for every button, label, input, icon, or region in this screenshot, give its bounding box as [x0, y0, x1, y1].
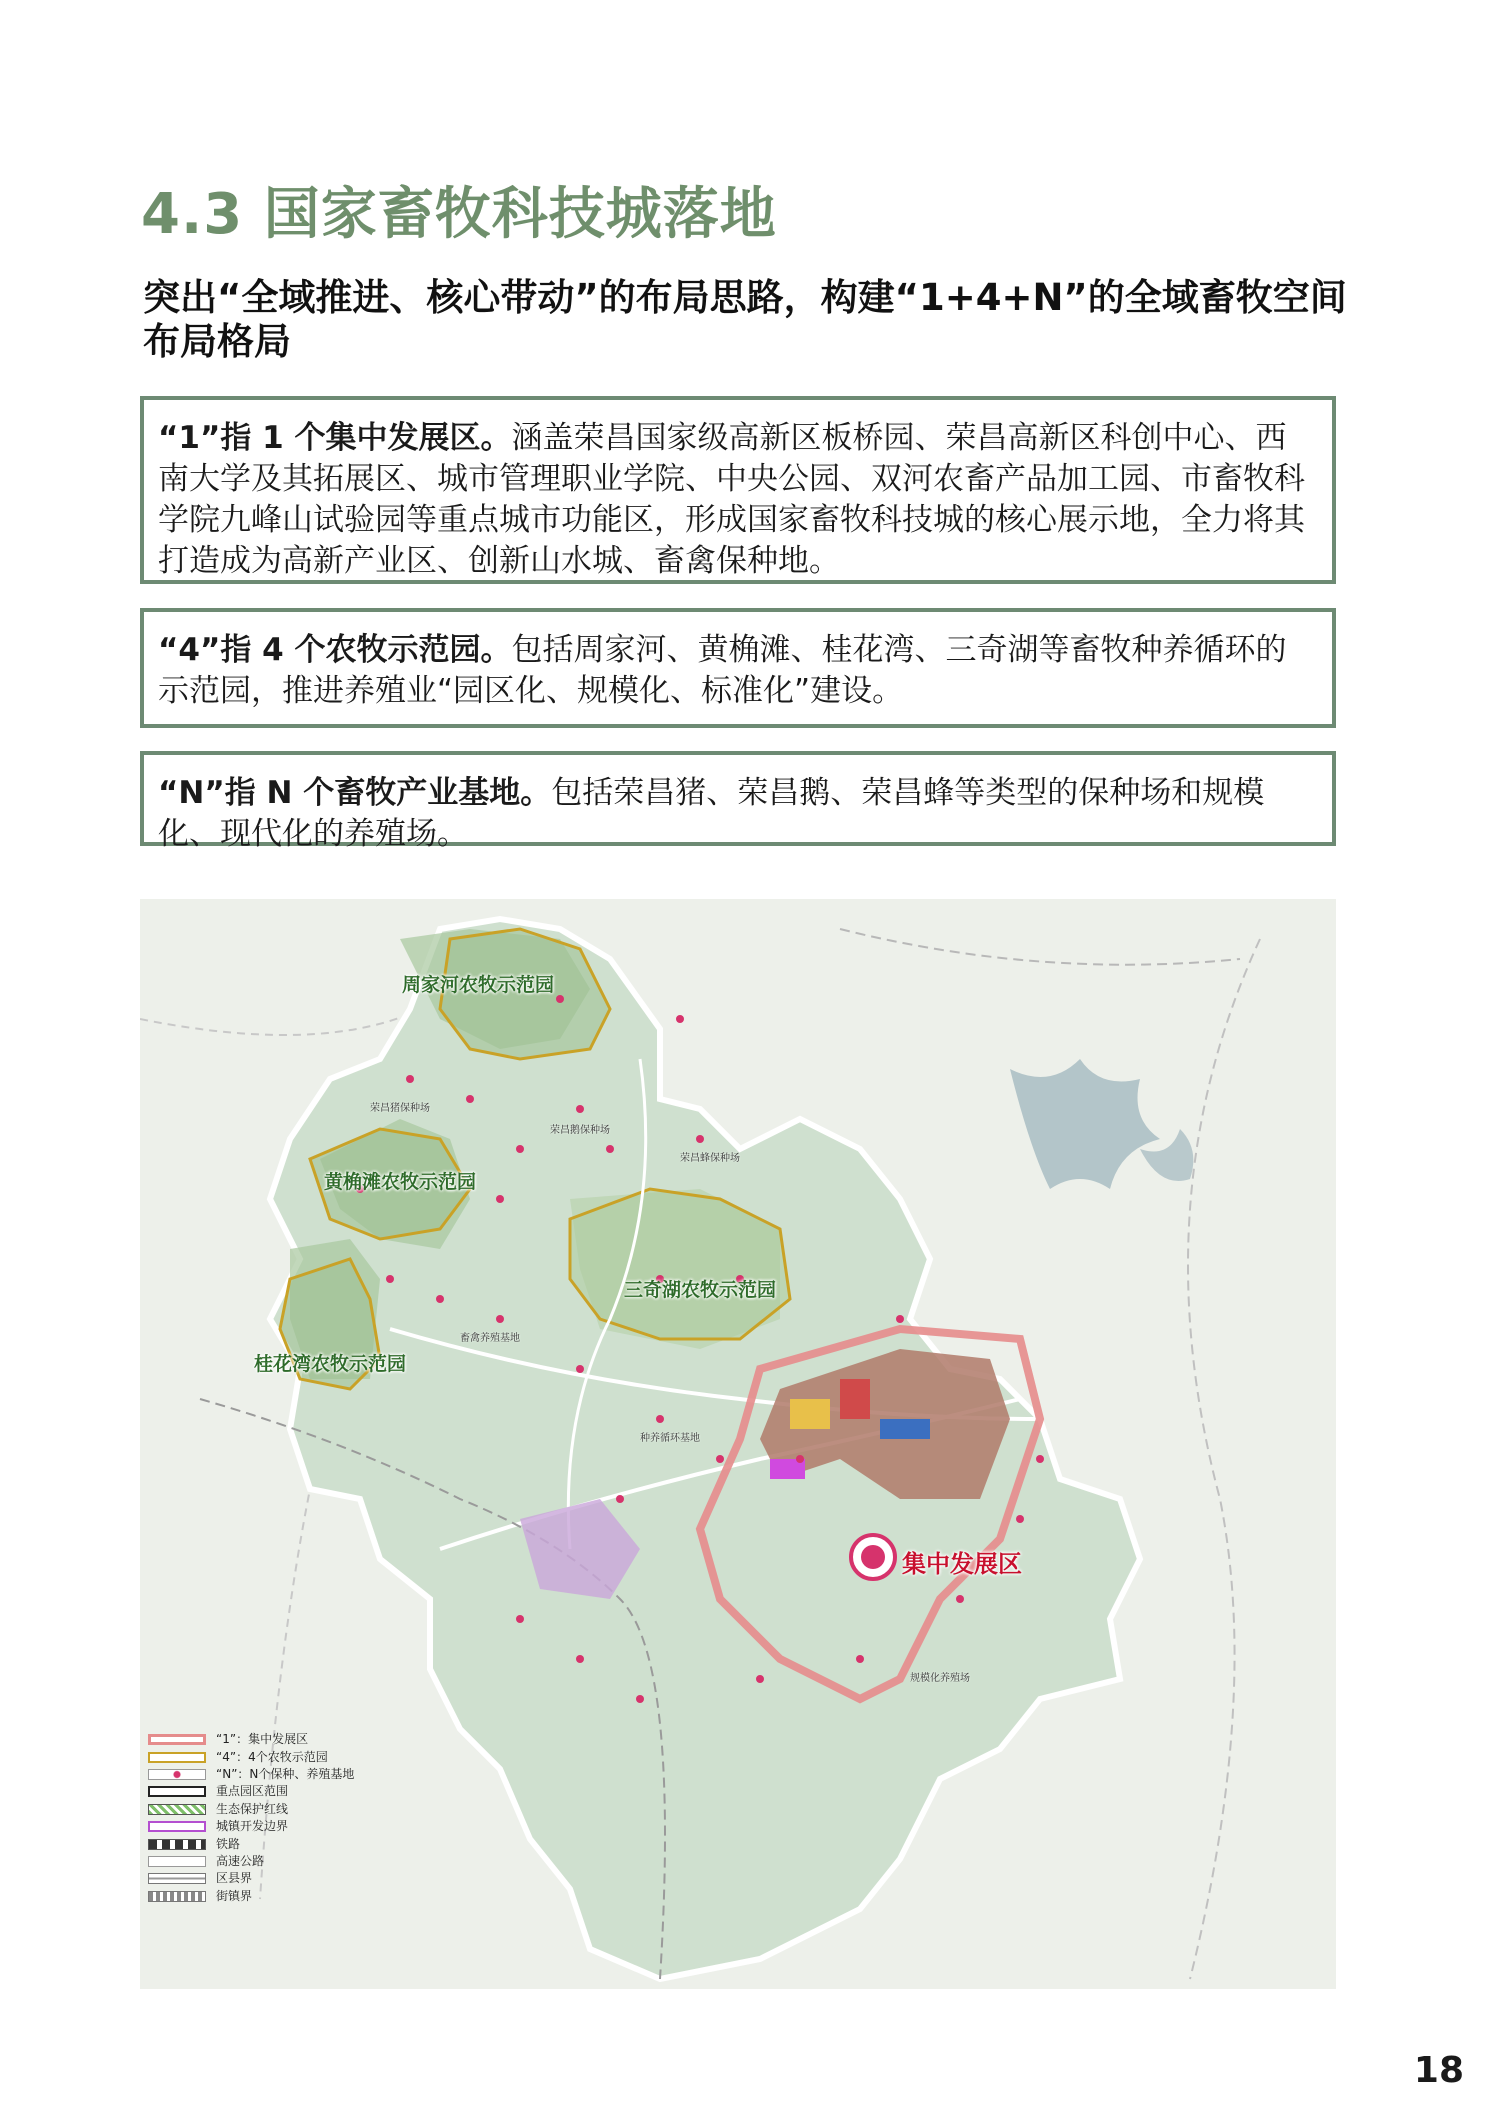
box-concentrated-zone [140, 396, 1336, 584]
core-parcel [880, 1419, 930, 1439]
base-label: 畜禽养殖基地 [460, 1333, 520, 1344]
box-text: 包括周家河、黄桷滩、桂花湾、三奇湖等畜牧种养循环的示范园，推进养殖业“园区化、规模化、标准化”建设。 [158, 632, 1287, 709]
legend-item: “N”：N个保种、养殖基地 [148, 1766, 448, 1783]
box-lead: “N”指 N 个畜牧产业基地。 [158, 775, 552, 811]
box-lead: “1”指 1 个集中发展区。 [158, 420, 512, 456]
base-label: 规模化养殖场 [910, 1673, 970, 1684]
core-zone-label: 集中发展区 [902, 1550, 1022, 1578]
legend-item: 重点园区范围 [148, 1783, 448, 1800]
box-industry-bases [140, 751, 1336, 852]
park-label-zhoujiahe: 周家河农牧示范园 [402, 974, 555, 996]
core-parcel [840, 1379, 870, 1419]
legend-item: 城镇开发边界 [148, 1818, 448, 1835]
core-marker-inner [861, 1545, 885, 1569]
page-number: 18 [1413, 2050, 1464, 2091]
box-text: 涵盖荣昌国家级高新区板桥园、荣昌高新区科创中心、西南大学及其拓展区、城市管理职业学院、中央公园、双河农畜产品加工园、市畜牧科学院九峰山试验园等重点城市功能区，形成国家畜牧科技城的核心展示地，全力将其打造成为高新产业区、创新山水城、畜禽保种地。 [158, 420, 1305, 579]
base-label: 荣昌猪保种场 [370, 1103, 430, 1114]
core-parcel [790, 1399, 830, 1429]
box-text: 包括荣昌猪、荣昌鹅、荣昌蜂等类型的保种场和规模化、现代化的养殖场。 [158, 775, 1265, 852]
layout-map [140, 899, 1336, 1989]
legend-item: 区县界 [148, 1870, 448, 1887]
base-label: 荣昌蜂保种场 [680, 1153, 740, 1164]
park-label-sanqihu: 三奇湖农牧示范园 [624, 1279, 777, 1301]
legend-item: 铁路 [148, 1835, 448, 1852]
park-label-guihuawan: 桂花湾农牧示范园 [254, 1353, 407, 1375]
page-subtitle: 突出“全域推进、核心带动”的布局思路，构建“1+4+N”的全域畜牧空间布局格局 [143, 276, 1347, 363]
park-label-huangjiaotan: 黄桷滩农牧示范园 [324, 1171, 477, 1193]
page-title: 4.3 国家畜牧科技城落地 [141, 182, 777, 247]
legend-item: “1”：集中发展区 [148, 1731, 448, 1748]
legend-item: 街镇界 [148, 1888, 448, 1905]
box-demo-parks [140, 608, 1336, 728]
base-label: 种养循环基地 [640, 1433, 700, 1444]
legend-item: 生态保护红线 [148, 1801, 448, 1818]
base-label: 荣昌鹅保种场 [550, 1125, 610, 1136]
legend-item: 高速公路 [148, 1853, 448, 1870]
legend-item: “4”：4个农牧示范园 [148, 1748, 448, 1765]
map-legend [148, 1731, 448, 1905]
box-lead: “4”指 4 个农牧示范园。 [158, 632, 512, 668]
